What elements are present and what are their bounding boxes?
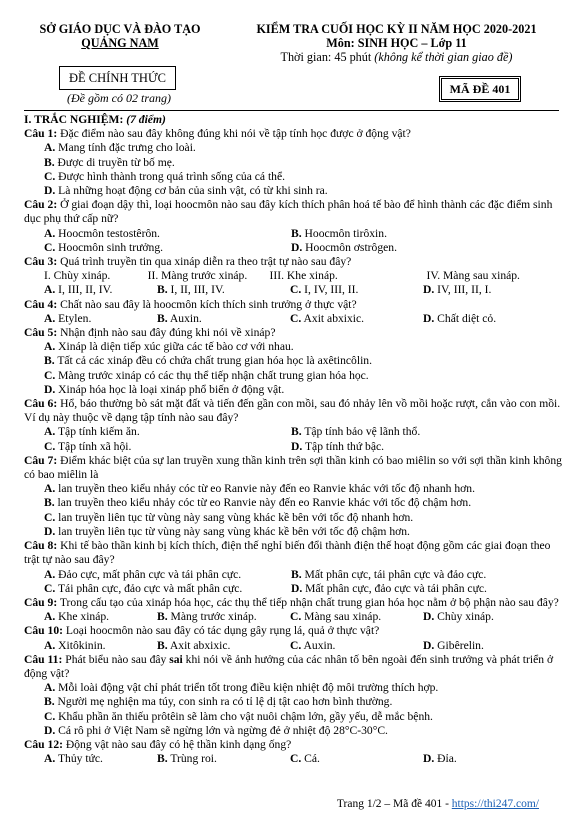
department-name: SỞ GIÁO DỤC VÀ ĐÀO TẠO	[39, 22, 201, 36]
option-3d[interactable]: D. IV, III, II, I.	[423, 283, 492, 297]
option-4b[interactable]: B. Auxin.	[157, 311, 202, 325]
exam-subject: Môn: SINH HỌC – Lớp 11	[326, 36, 467, 50]
header-divider	[24, 110, 559, 111]
options-row	[24, 312, 564, 326]
option-3a[interactable]: A. I, III, II, IV.	[44, 283, 113, 297]
options-row	[24, 610, 564, 624]
question-1: Câu 1: Đặc điểm nào sau đây không đúng khi nói về tập tính học được ở động vật?	[24, 127, 411, 141]
exam-header	[224, 22, 569, 64]
option-7b[interactable]: B. lan truyền theo kiểu nhảy cóc từ eo Ranvie này đến eo Ranvie khác với tốc độ chậm hơn.	[44, 496, 472, 510]
option-8d[interactable]: D. Mất phân cực, đảo cực và tái phân cực.	[291, 581, 487, 595]
question-7: Câu 7: Điểm khác biệt của sự lan truyền xung thần kinh trên sợi thần kinh có bao miêlin so với sợi thần kinh không có bao miêlin là	[24, 453, 562, 482]
options-row	[24, 582, 564, 596]
option-4d[interactable]: D. Chất diệt cỏ.	[423, 311, 497, 325]
option-6b[interactable]: B. Tập tính bảo vệ lãnh thổ.	[291, 425, 421, 439]
department-header	[24, 22, 216, 50]
question-2: Câu 2: Ở giai đoạn dậy thì, loại hoocmôn nào sau đây kích thích phân hoá tế bào để hình thành các đặc điểm sinh dục phụ thứ cấp nữ?	[24, 198, 553, 226]
option-6a[interactable]: A. Tập tính kiếm ăn.	[44, 425, 140, 439]
options-row	[24, 227, 564, 241]
options-row	[24, 752, 564, 766]
sequence-item: III. Khe xináp.	[269, 269, 338, 283]
option-5a[interactable]: A. Xináp là diện tiếp xúc giữa các tế bào cơ với nhau.	[44, 340, 294, 354]
options-row	[24, 425, 564, 439]
option-11b[interactable]: B. Người mẹ nghiện ma túy, con sinh ra có tỉ lệ dị tật cao hơn bình thường.	[44, 695, 393, 709]
sequence-item: II. Màng trước xináp.	[147, 269, 248, 283]
option-2c[interactable]: C. Hoocmôn sinh trưởng.	[44, 240, 164, 254]
option-3c[interactable]: C. I, IV, III, II.	[290, 283, 359, 297]
exam-time: Thời gian: 45 phút (không kể thời gian giao đề)	[280, 50, 513, 64]
question-3: Câu 3: Quá trình truyền tin qua xináp diễn ra theo trật tự nào sau đây?	[24, 255, 352, 269]
option-7a[interactable]: A. lan truyền theo kiểu nhảy cóc từ eo Ranvie này đến eo Ranvie khác với tốc độ nhanh hơn.	[44, 482, 475, 496]
footer-text: Trang 1/2 – Mã đề 401 -	[336, 798, 452, 810]
section-title: I. TRẮC NGHIỆM: (7 điểm)	[24, 113, 166, 126]
question-11: Câu 11: Phát biểu nào sau đây sai khi nói về ảnh hưởng của các nhân tố bên ngoài đến sinh trưởng và phát triển ở động vật?	[24, 652, 554, 680]
option-6c[interactable]: C. Tập tính xã hội.	[44, 439, 132, 453]
option-12a[interactable]: A. Thủy tức.	[44, 752, 103, 766]
footer-link[interactable]: https://thi247.com/	[451, 798, 539, 810]
option-5c[interactable]: C. Màng trước xináp có các thụ thể tiếp nhận chất trung gian hóa học.	[44, 368, 369, 382]
options-row	[24, 568, 564, 582]
exam-code: MÃ ĐỀ 401	[441, 78, 519, 100]
exam-title: KIỂM TRA CUỐI HỌC KỲ II NĂM HỌC 2020-2021	[256, 22, 537, 36]
option-12b[interactable]: B. Trùng roi.	[157, 752, 217, 766]
options-row	[24, 440, 564, 454]
option-7d[interactable]: D. lan truyền liên tục từ vùng này sang vùng khác kề bên với tốc độ chậm hơn.	[44, 524, 410, 538]
question-12: Câu 12: Động vật nào sau đây có hệ thần kinh dạng ống?	[24, 737, 292, 751]
option-9a[interactable]: A. Khe xináp.	[44, 610, 110, 624]
option-8b[interactable]: B. Mất phân cực, tái phân cực và đảo cực.	[291, 567, 487, 581]
sequence-item: I. Chùy xináp.	[44, 269, 111, 283]
option-1b[interactable]: B. Được di truyền từ bố mẹ.	[44, 155, 175, 169]
page-footer	[337, 797, 539, 811]
province-name: QUẢNG NAM	[81, 36, 159, 50]
option-8a[interactable]: A. Đảo cực, mất phân cực và tái phân cực.	[44, 567, 242, 581]
option-10b[interactable]: B. Axit abxixic.	[157, 638, 231, 652]
option-9b[interactable]: B. Màng trước xináp.	[157, 610, 257, 624]
options-row	[24, 639, 564, 653]
options-row	[24, 241, 564, 255]
option-9d[interactable]: D. Chùy xináp.	[423, 610, 494, 624]
option-2b[interactable]: B. Hoocmôn tirôxin.	[291, 226, 387, 240]
option-1c[interactable]: C. Được hình thành trong quá trình sống của cá thể.	[44, 169, 286, 183]
option-5b[interactable]: B. Tất cả các xináp đều có chứa chất trung gian hóa học là axêtincôlin.	[44, 354, 372, 368]
option-4c[interactable]: C. Axit abxixic.	[290, 311, 365, 325]
option-11c[interactable]: C. Khẩu phần ăn thiếu prôtêin sẽ làm cho vật nuôi chậm lớn, gầy yếu, dễ mắc bệnh.	[44, 709, 433, 723]
official-exam-label: ĐỀ CHÍNH THỨC	[59, 66, 176, 90]
option-2d[interactable]: D. Hoocmôn ơstrôgen.	[291, 240, 397, 254]
question-6: Câu 6: Hổ, báo thường bò sát mặt đất và tiến đến gần con mồi, sau đó nhảy lên vồ mồi hoặc rượt, cắn vào con mồi. Ví dụ này thuộc về dạng tập tính nào sau đây?	[24, 397, 561, 425]
exam-content	[24, 113, 564, 766]
question-5: Câu 5: Nhận định nào sau đây đúng khi nói về xináp?	[24, 326, 276, 340]
option-1d[interactable]: D. Là những hoạt động cơ bản của sinh vật, có từ khi sinh ra.	[44, 184, 328, 198]
option-9c[interactable]: C. Màng sau xináp.	[290, 610, 382, 624]
option-4a[interactable]: A. Etylen.	[44, 311, 92, 325]
option-12c[interactable]: C. Cá.	[290, 752, 320, 766]
options-row	[24, 283, 564, 297]
option-12d[interactable]: D. Đỉa.	[423, 752, 457, 766]
option-3b[interactable]: B. I, II, III, IV.	[157, 283, 225, 297]
option-8c[interactable]: C. Tái phân cực, đảo cực và mất phân cực.	[44, 581, 243, 595]
question-8: Câu 8: Khi tế bào thần kinh bị kích thích, điện thế nghỉ biến đổi thành điện thế hoạt động gồm các giai đoạn theo trật tự nào sau đây?	[24, 539, 551, 567]
option-11a[interactable]: A. Mỗi loài động vật chỉ phát triển tốt trong điều kiện nhiệt độ môi trường thích hợp.	[44, 681, 439, 695]
question-9: Câu 9: Trong cấu tạo của xináp hóa học, các thụ thể tiếp nhận chất trung gian hóa học nằm ở bộ phận nào sau đây?	[24, 595, 559, 609]
sequence-items	[24, 269, 564, 283]
sequence-item: IV. Màng sau xináp.	[426, 269, 520, 283]
option-10c[interactable]: C. Auxin.	[290, 638, 336, 652]
option-10d[interactable]: D. Gibêrelin.	[423, 638, 484, 652]
option-6d[interactable]: D. Tập tính thứ bậc.	[291, 439, 385, 453]
option-1a[interactable]: A. Mang tính đặc trưng cho loài.	[44, 141, 196, 155]
option-11d[interactable]: D. Cá rô phi ở Việt Nam sẽ ngừng lớn và ngừng đẻ ở nhiệt độ 28°C-30°C.	[44, 723, 388, 737]
option-10a[interactable]: A. Xitôkinin.	[44, 638, 106, 652]
option-5d[interactable]: D. Xináp hóa học là loại xináp phổ biến ở động vật.	[44, 382, 285, 396]
question-4: Câu 4: Chất nào sau đây là hoocmôn kích thích sinh trưởng ở thực vật?	[24, 297, 357, 311]
option-7c[interactable]: C. lan truyền liên tục từ vùng này sang vùng khác kề bên với tốc độ nhanh hơn.	[44, 510, 414, 524]
page-count-note: (Đề gồm có 02 trang)	[67, 91, 171, 105]
question-10: Câu 10: Loại hoocmôn nào sau đây có tác dụng gây rụng lá, quả ở thực vật?	[24, 624, 380, 638]
option-2a[interactable]: A. Hoocmôn testostêrôn.	[44, 226, 160, 240]
